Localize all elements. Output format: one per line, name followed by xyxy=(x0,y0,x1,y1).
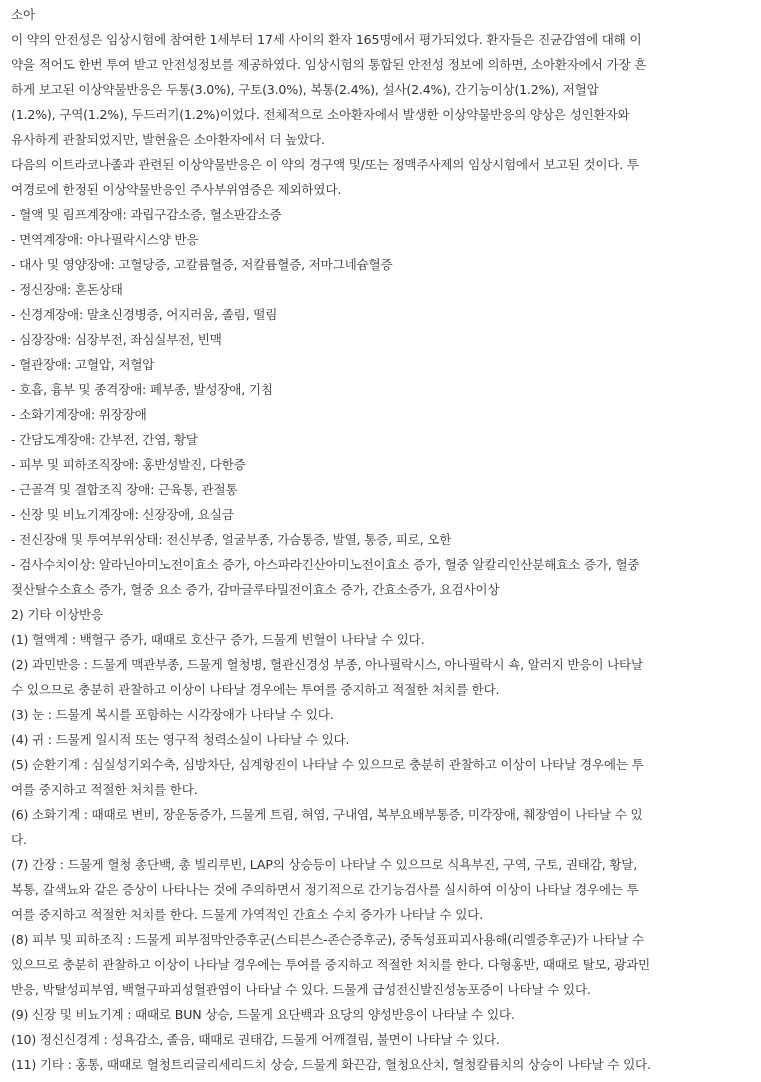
list-item: - 신장 및 비뇨기계장애: 신장장애, 요실금 xyxy=(11,507,234,522)
text-line: 여를 중지하고 적절한 처치를 한다. xyxy=(11,782,198,797)
list-item: - 대사 및 영양장애: 고혈당증, 고칼륨혈증, 저칼륨혈증, 저마그네슘혈증 xyxy=(11,257,393,272)
list-item: - 심장장애: 심장부전, 좌심실부전, 빈맥 xyxy=(11,332,222,347)
section-heading: 소아 xyxy=(11,7,35,22)
list-item: - 혈관장애: 고혈압, 저혈압 xyxy=(11,357,155,372)
text-line: (5) 순환기계 : 심실성기외수축, 심방차단, 심계항진이 나타날 수 있으므로 충분히 관찰하고 이상이 나타날 경우에는 투 xyxy=(11,757,644,772)
list-item: - 근골격 및 결합조직 장애: 근육통, 관절통 xyxy=(11,482,238,497)
text-line: 수 있으므로 충분히 관찰하고 이상이 나타날 경우에는 투여를 중지하고 적절한 처치를 한다. xyxy=(11,682,500,697)
other-reactions xyxy=(11,627,751,1077)
text-line: (3) 눈 : 드물게 복시를 포함하는 시각장애가 나타날 수 있다. xyxy=(11,707,334,722)
text-line: 반응, 박탈성피부염, 백혈구파괴성혈관염이 나타날 수 있다. 드물게 급성전신발진성농포증이 나타날 수 있다. xyxy=(11,982,591,997)
text-line: 하게 보고된 이상약물반응은 두통(3.0%), 구토(3.0%), 복통(2.4%), 설사(2.4%), 간기능이상(1.2%), 저혈압 xyxy=(11,82,599,97)
text-line: (9) 신장 및 비뇨기계 : 때때로 BUN 상승, 드물게 요단백과 요당의 양성반응이 나타날 수 있다. xyxy=(11,1007,515,1022)
text-line: 유사하게 관찰되었지만, 발현율은 소아환자에서 더 높았다. xyxy=(11,132,325,147)
intro-paragraph xyxy=(11,27,751,202)
list-item: - 정신장애: 혼돈상태 xyxy=(11,282,123,297)
text-line: 약을 적어도 한번 투여 받고 안전성정보를 제공하였다. 임상시험의 통합된 안전성 정보에 의하면, 소아환자에서 가장 흔 xyxy=(11,57,647,72)
list-item: 젖산탈수소효소 증가, 혈중 요소 증가, 감마글루타밀전이효소 증가, 간효소증가, 요검사이상 xyxy=(11,582,500,597)
text-line: (11) 기타 : 홍통, 때때로 혈청트리글리세리드치 상승, 드물게 화끈감, 혈청요산치, 혈청칼륨치의 상승이 나타날 수 있다. xyxy=(11,1057,651,1072)
text-line: (8) 피부 및 피하조직 : 드물게 피부점막안증후군(스티븐스-존슨증후군), 중독성표피괴사용해(리엘증후군)가 나타날 수 xyxy=(11,932,644,947)
list-item: - 혈액 및 림프계장애: 과립구감소증, 혈소판감소증 xyxy=(11,207,282,222)
list-item: - 호흡, 흉부 및 종격장애: 폐부종, 발성장애, 기침 xyxy=(11,382,273,397)
list-item: - 면역계장애: 아나필락시스양 반응 xyxy=(11,232,199,247)
list-item: - 소화기계장애: 위장장애 xyxy=(11,407,147,422)
text-line: (1.2%), 구역(1.2%), 두드러기(1.2%)이었다. 전체적으로 소아환자에서 발생한 이상약물반응의 양상은 성인환자와 xyxy=(11,107,630,122)
text-line: (6) 소화기계 : 때때로 변비, 장운동증가, 드물게 트림, 혀염, 구내염, 복부요배부통증, 미각장애, 췌장염이 나타날 수 있 xyxy=(11,807,643,822)
subsection-heading: 2) 기타 이상반응 xyxy=(11,607,103,622)
text-line: 여경로에 한정된 이상약물반응인 주사부위염증은 제외하였다. xyxy=(11,182,342,197)
text-line: (4) 귀 : 드물게 일시적 또는 영구적 청력소실이 나타날 수 있다. xyxy=(11,732,350,747)
text-line: (2) 과민반응 : 드물게 맥관부종, 드물게 혈청병, 혈관신경성 부종, 아나필락시스, 아나필락시 쇽, 알러지 반응이 나타날 xyxy=(11,657,643,672)
text-line: 이 약의 안전성은 임상시험에 참여한 1세부터 17세 사이의 환자 165명에서 평가되었다. 환자들은 진균감염에 대해 이 xyxy=(11,32,642,47)
list-item: - 피부 및 피하조직장애: 홍반성발진, 다한증 xyxy=(11,457,246,472)
list-item: - 간담도계장애: 간부전, 간염, 황달 xyxy=(11,432,198,447)
text-line: (7) 간장 : 드물게 혈청 총단백, 총 빌리루빈, LAP의 상승등이 나타날 수 있으므로 식욕부진, 구역, 구토, 권태감, 황달, xyxy=(11,857,638,872)
list-item: - 검사수치이상: 알라닌아미노전이효소 증가, 아스파라긴산아미노전이효소 증가, 혈중 알칼리인산분해효소 증가, 혈중 xyxy=(11,557,640,572)
list-item: - 신경계장애: 말초신경병증, 어지러움, 졸림, 떨림 xyxy=(11,307,278,322)
text-line: (1) 혈액계 : 백혈구 증가, 때때로 호산구 증가, 드물게 빈혈이 나타날 수 있다. xyxy=(11,632,425,647)
text-line: 여를 중지하고 적절한 처치를 한다. 드물게 가역적인 간효소 수치 증가가 나타날 수 있다. xyxy=(11,907,484,922)
text-line: (10) 정신신경계 : 성욕감소, 졸음, 때때로 권태감, 드물게 어깨결림, 불면이 나타날 수 있다. xyxy=(11,1032,500,1047)
text-line: 다. xyxy=(11,832,27,847)
text-line: 복통, 갈색뇨와 같은 증상이 나타나는 것에 주의하면서 정기적으로 간기능검사를 실시하여 이상이 나타날 경우에는 투 xyxy=(11,882,639,897)
text-line: 다음의 이트라코나졸과 관련된 이상약물반응은 이 약의 경구액 및/또는 정맥주사제의 임상시험에서 보고된 것이다. 투 xyxy=(11,157,639,172)
text-line: 있으므로 충분히 관찰하고 이상이 나타날 경우에는 투여를 중지하고 적절한 처치를 한다. 다형홍반, 때때로 탈모, 광과민 xyxy=(11,957,651,972)
adverse-reaction-list xyxy=(11,202,751,602)
list-item: - 전신장애 및 투여부위상태: 전신부종, 얼굴부종, 가슴통증, 발열, 통증, 피로, 오한 xyxy=(11,532,452,547)
